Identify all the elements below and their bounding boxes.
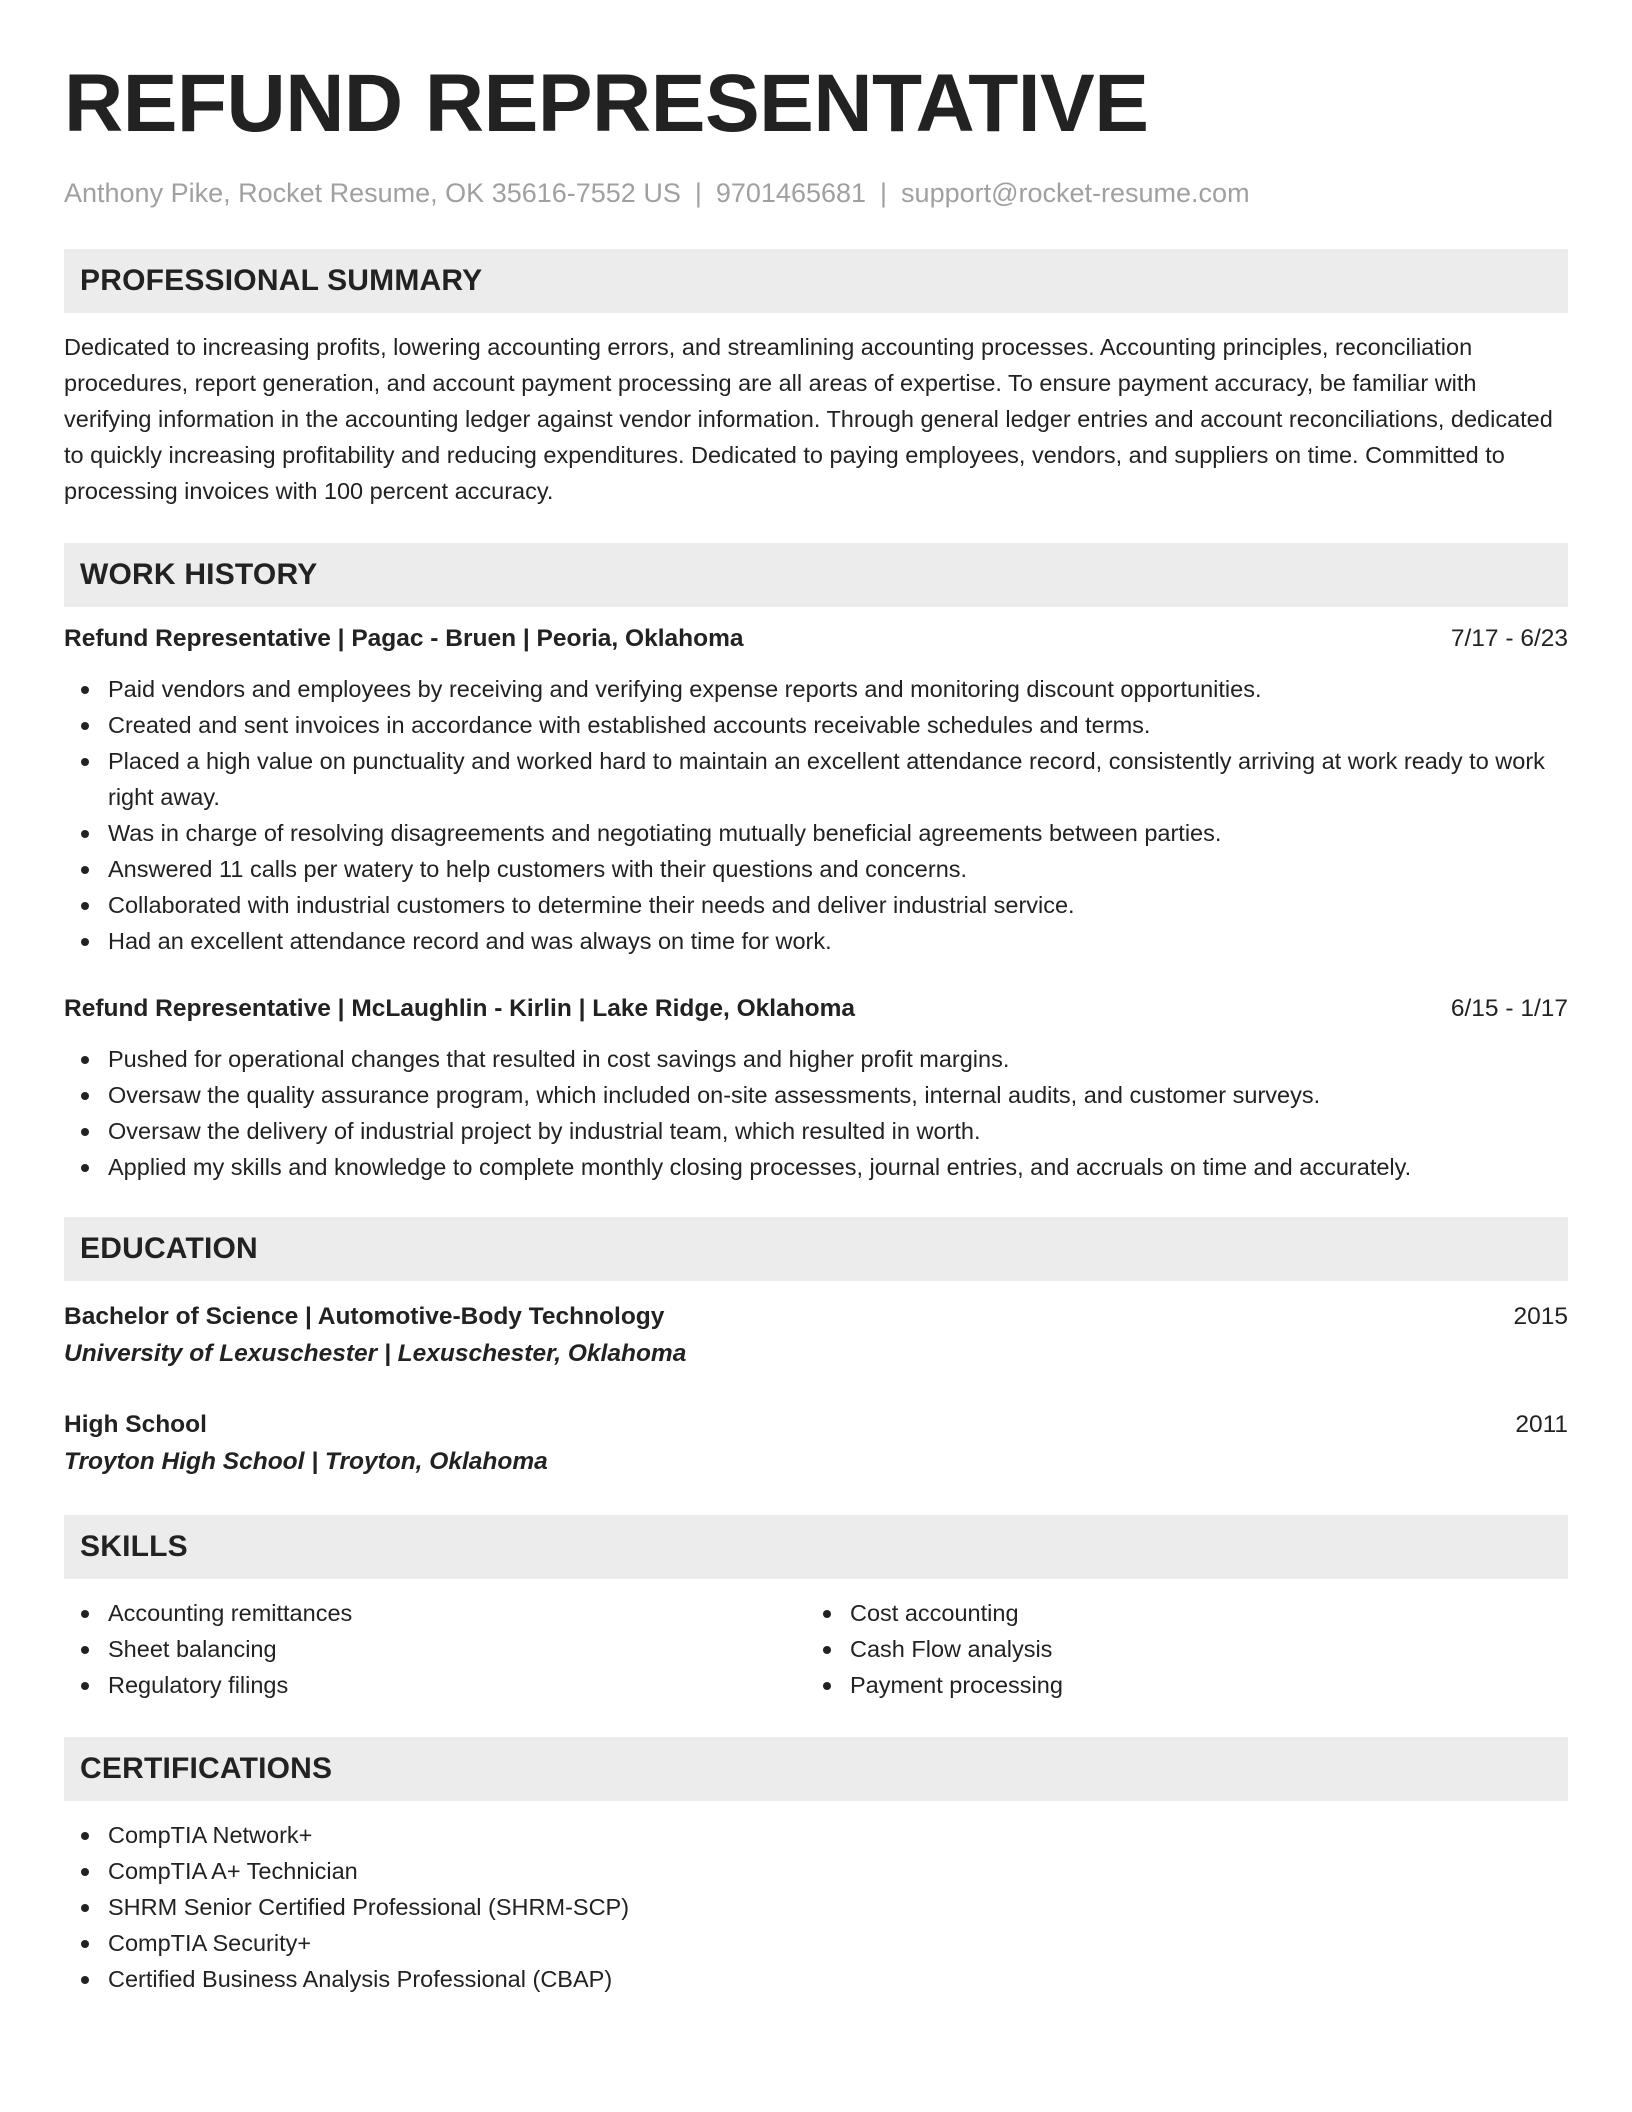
contact-separator: | [694,178,702,208]
job-header [64,993,1568,1025]
education-school: University of Lexuschester | Lexuschester, Oklahoma [64,1340,687,1368]
skills-list-right [806,1595,1548,1703]
education-year: 2011 [1515,1411,1568,1439]
resume-page [64,0,1568,1997]
job-bullet-list [64,1041,1568,1185]
certifications-list [64,1817,1568,1997]
education-entry [64,1407,1568,1481]
job-bullet: Had an excellent attendance record and was always on time for work. [64,923,1568,959]
certification-item: CompTIA Network+ [64,1817,1568,1853]
contact-separator: | [880,178,888,208]
contact-email[interactable]: support@rocket-resume.com [901,178,1250,208]
skill-item: Regulatory filings [64,1667,806,1703]
education-degree: Bachelor of Science | Automotive-Body Technology [64,1303,665,1331]
summary-text: Dedicated to increasing profits, lowering accounting errors, and streamlining accounting processes. Accounting principles, reconciliation procedures, report generation, and account payment processing are all areas of expertise. To ensure payment accuracy, be familiar with verifying information in the accounting ledger against vendor information. Through general ledger entries and account reconciliations, dedicated to quickly increasing profitability and reducing expenditures. Dedicated to paying employees, vendors, and suppliers on time. Committed to processing invoices with 100 percent accuracy. [64,334,1553,505]
section-heading-education: EDUCATION [64,1217,1568,1281]
job-title: Refund Representative | McLaughlin - Kirlin | Lake Ridge, Oklahoma [64,995,856,1023]
job-bullet: Collaborated with industrial customers to determine their needs and deliver industrial service. [64,887,1568,923]
job-entry [64,993,1568,1185]
job-header [64,623,1568,655]
job-dates: 6/15 - 1/17 [1450,995,1568,1023]
skill-item: Accounting remittances [64,1595,806,1631]
skill-item: Sheet balancing [64,1631,806,1667]
section-heading-work-history: WORK HISTORY [64,543,1568,607]
education-year: 2015 [1513,1303,1568,1331]
job-bullet-list [64,671,1568,959]
education-degree: High School [64,1411,207,1439]
contact-line [64,177,1568,209]
job-bullet: Answered 11 calls per watery to help customers with their questions and concerns. [64,851,1568,887]
education-header [64,1299,1568,1335]
job-bullet: Applied my skills and knowledge to complete monthly closing processes, journal entries, and accruals on time and accurately. [64,1149,1568,1185]
skill-item: Cash Flow analysis [806,1631,1548,1667]
contact-address: Anthony Pike, Rocket Resume, OK 35616-7552 US [64,178,681,208]
job-bullet: Placed a high value on punctuality and worked hard to maintain an excellent attendance record, consistently arriving at work ready to work right away. [64,743,1568,815]
certification-item: SHRM Senior Certified Professional (SHRM-SCP) [64,1889,1568,1925]
job-dates: 7/17 - 6/23 [1450,625,1568,653]
certification-item: Certified Business Analysis Professional (CBAP) [64,1961,1568,1997]
certification-item: CompTIA A+ Technician [64,1853,1568,1889]
education-header [64,1407,1568,1443]
job-entry [64,623,1568,959]
resume-title: REFUND REPRESENTATIVE [64,58,1149,149]
skills-list-left [64,1595,806,1703]
job-bullet: Pushed for operational changes that resulted in cost savings and higher profit margins. [64,1041,1568,1077]
education-school: Troyton High School | Troyton, Oklahoma [64,1448,548,1476]
skill-item: Payment processing [806,1667,1548,1703]
job-bullet: Oversaw the quality assurance program, which included on-site assessments, internal audits, and customer surveys. [64,1077,1568,1113]
job-bullet: Oversaw the delivery of industrial project by industrial team, which resulted in worth. [64,1113,1568,1149]
contact-phone: 9701465681 [715,178,867,208]
education-entry [64,1299,1568,1373]
job-bullet: Was in charge of resolving disagreements and negotiating mutually beneficial agreements between parties. [64,815,1568,851]
section-heading-certifications: CERTIFICATIONS [64,1737,1568,1801]
section-heading-summary: PROFESSIONAL SUMMARY [64,249,1568,313]
job-title: Refund Representative | Pagac - Bruen | Peoria, Oklahoma [64,625,744,653]
section-heading-skills: SKILLS [64,1515,1568,1579]
job-bullet: Paid vendors and employees by receiving and verifying expense reports and monitoring discount opportunities. [64,671,1568,707]
skill-item: Cost accounting [806,1595,1548,1631]
certification-item: CompTIA Security+ [64,1925,1568,1961]
job-bullet: Created and sent invoices in accordance with established accounts receivable schedules and terms. [64,707,1568,743]
skills-grid [64,1595,1568,1703]
